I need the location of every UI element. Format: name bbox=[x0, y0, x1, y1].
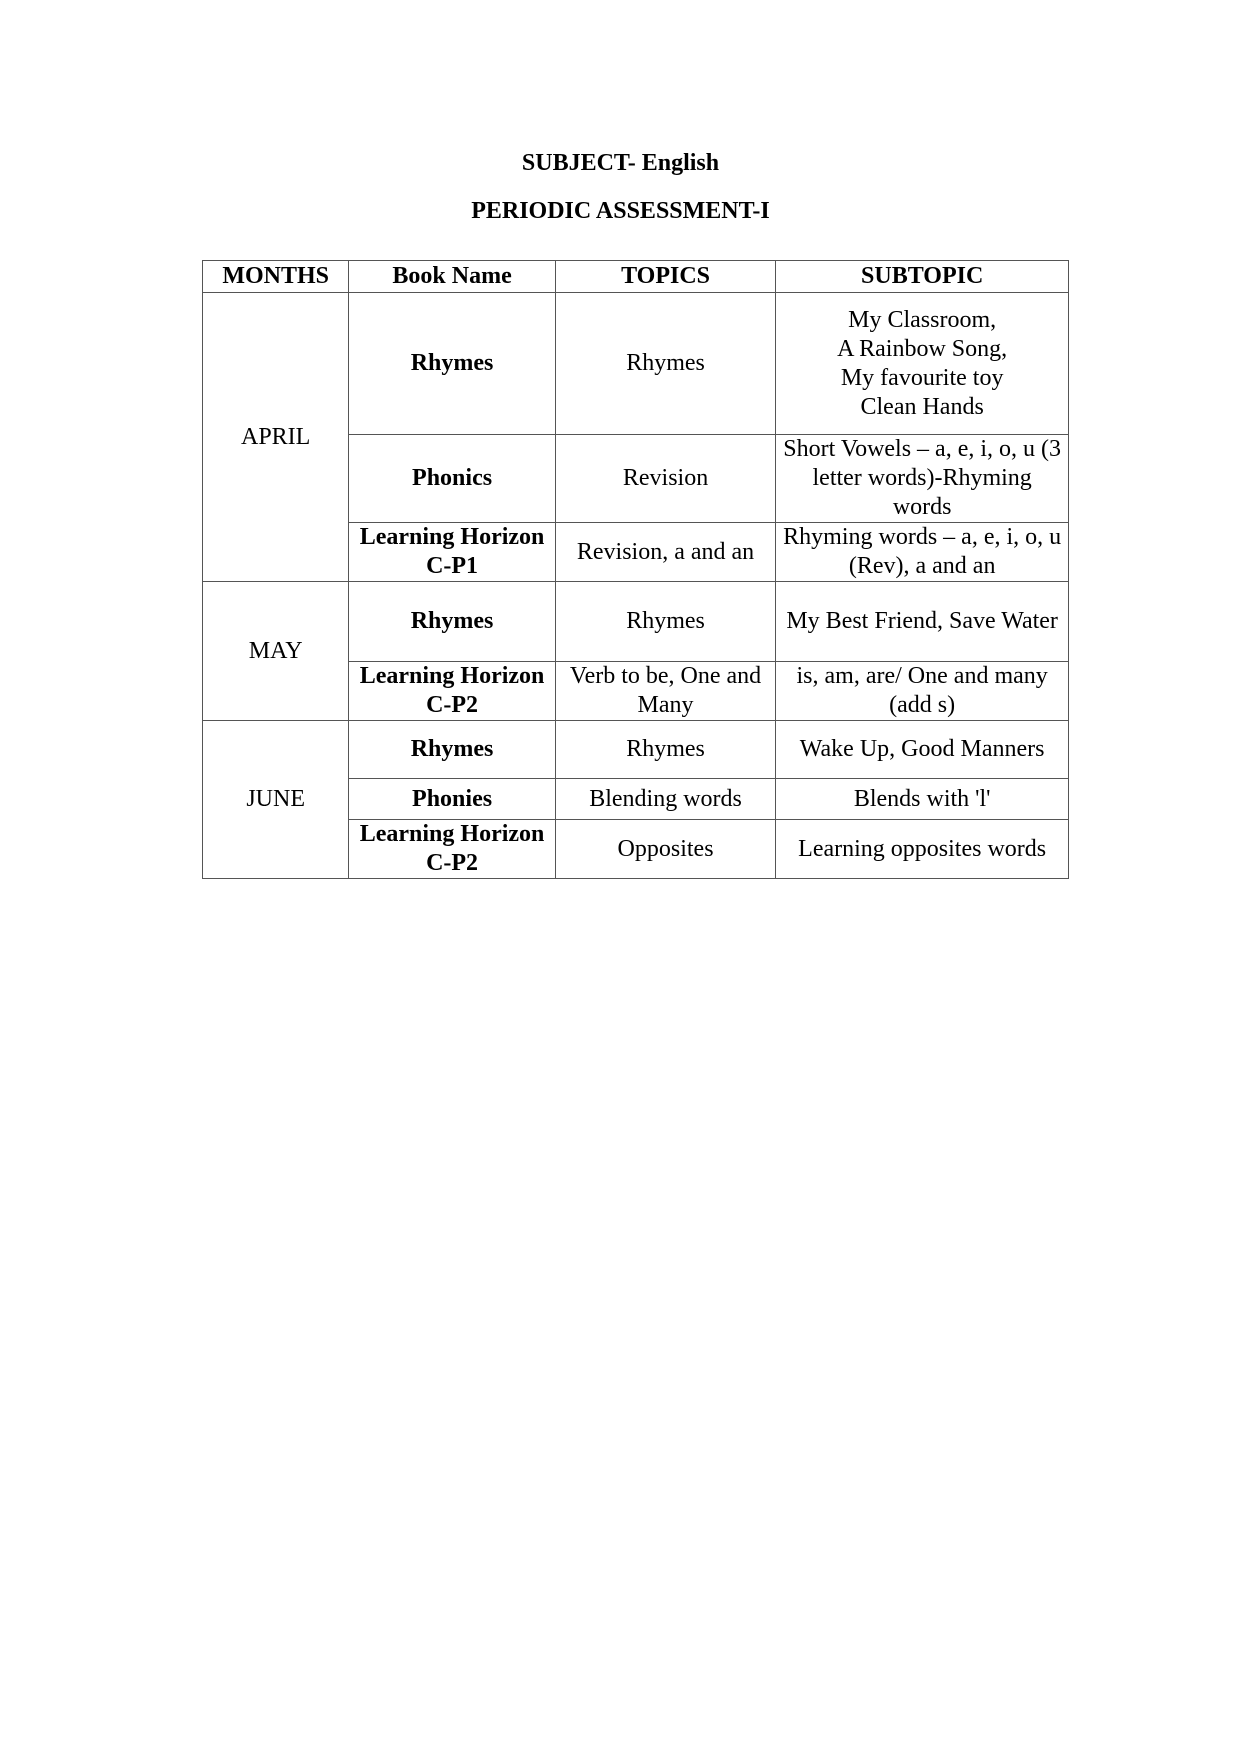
topic-cell: Revision, a and an bbox=[555, 523, 776, 582]
topic-cell: Rhymes bbox=[555, 293, 776, 435]
header-book-name: Book Name bbox=[349, 261, 555, 293]
subtopic-cell: Short Vowels – a, e, i, o, u (3 letter words)-Rhyming words bbox=[776, 435, 1069, 523]
topic-cell: Revision bbox=[555, 435, 776, 523]
subtopic-cell: My Best Friend, Save Water bbox=[776, 582, 1069, 662]
month-cell-may: MAY bbox=[203, 582, 349, 721]
book-cell: Rhymes bbox=[349, 293, 555, 435]
book-cell: Learning Horizon C-P2 bbox=[349, 662, 555, 721]
subtopic-cell: Blends with 'l' bbox=[776, 779, 1069, 820]
table-row bbox=[203, 582, 1069, 662]
header-months: MONTHS bbox=[203, 261, 349, 293]
subject-title: SUBJECT- English bbox=[521, 150, 720, 176]
book-cell: Phonies bbox=[349, 779, 555, 820]
header-subtopic: SUBTOPIC bbox=[776, 261, 1069, 293]
table-header-row bbox=[203, 261, 1069, 293]
book-cell: Rhymes bbox=[349, 721, 555, 779]
syllabus-table bbox=[202, 260, 1069, 879]
month-cell-april: APRIL bbox=[203, 293, 349, 582]
book-cell: Phonics bbox=[349, 435, 555, 523]
month-cell-june: JUNE bbox=[203, 721, 349, 879]
table-row bbox=[203, 721, 1069, 779]
table-row bbox=[203, 293, 1069, 435]
subtopic-cell: My Classroom, A Rainbow Song, My favourite toy Clean Hands bbox=[776, 293, 1069, 435]
subtopic-cell: is, am, are/ One and many (add s) bbox=[776, 662, 1069, 721]
topic-cell: Rhymes bbox=[555, 721, 776, 779]
subtopic-cell: Wake Up, Good Manners bbox=[776, 721, 1069, 779]
book-cell: Learning Horizon C-P2 bbox=[349, 820, 555, 879]
topic-cell: Verb to be, One and Many bbox=[555, 662, 776, 721]
topic-cell: Blending words bbox=[555, 779, 776, 820]
subtopic-cell: Learning opposites words bbox=[776, 820, 1069, 879]
book-cell: Learning Horizon C-P1 bbox=[349, 523, 555, 582]
topic-cell: Rhymes bbox=[555, 582, 776, 662]
subtopic-cell: Rhyming words – a, e, i, o, u (Rev), a and an bbox=[776, 523, 1069, 582]
header-topics: TOPICS bbox=[555, 261, 776, 293]
book-cell: Rhymes bbox=[349, 582, 555, 662]
topic-cell: Opposites bbox=[555, 820, 776, 879]
assessment-title: PERIODIC ASSESSMENT-I bbox=[471, 198, 770, 224]
